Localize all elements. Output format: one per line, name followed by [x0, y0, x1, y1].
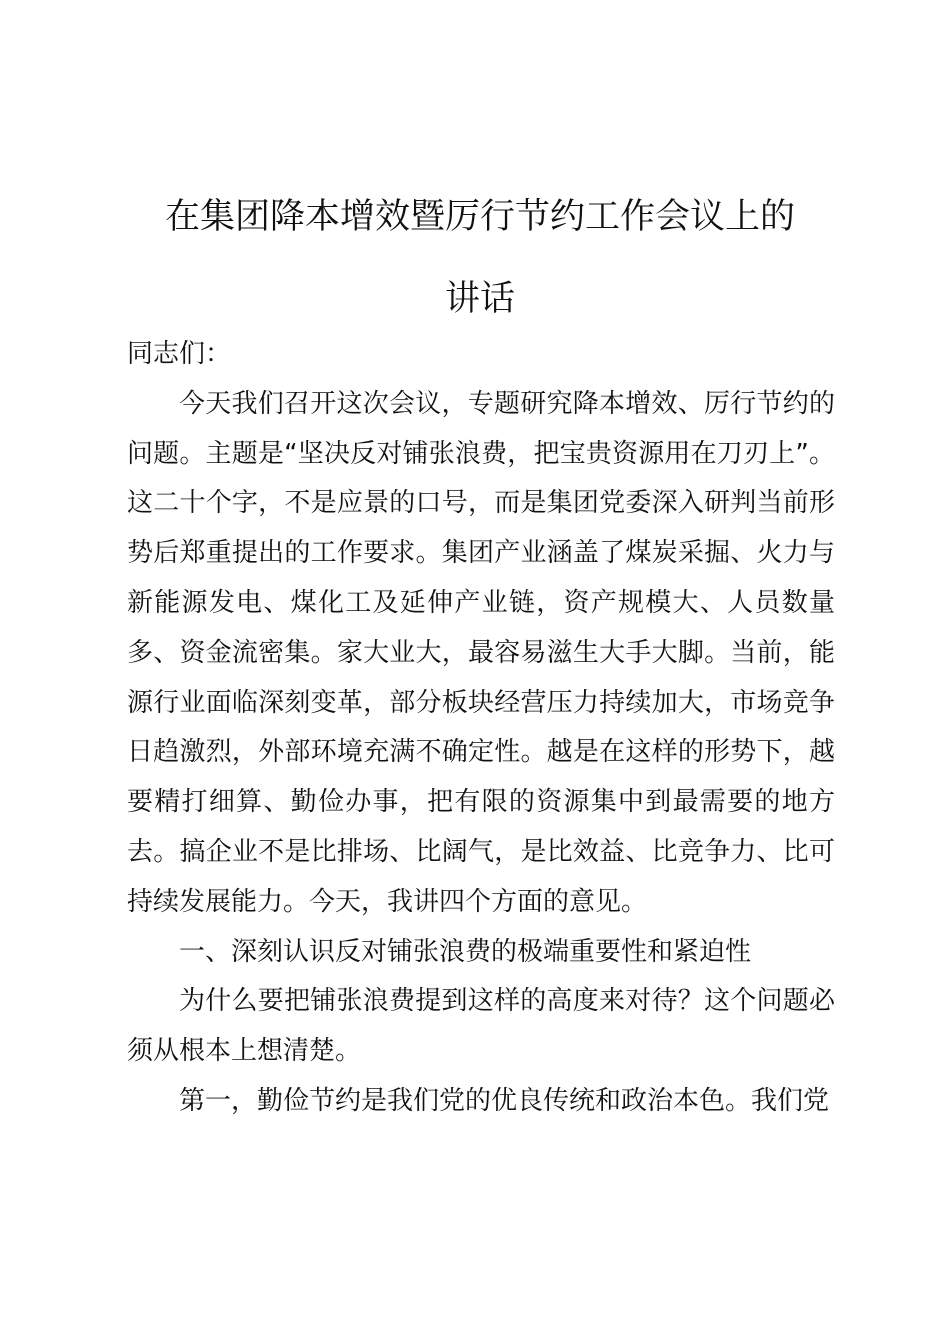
paragraph-first-point: 第一，勤俭节约是我们党的优良传统和政治本色。我们党 — [179, 1085, 830, 1116]
section-heading-1: 一、深刻认识反对铺张浪费的极端重要性和紧迫性 — [179, 936, 752, 967]
paragraph-question: 为什么要把铺张浪费提到这样的高度来对待？这个问题必须从根本上想清楚。 — [127, 986, 835, 1067]
title-line-1: 在集团降本增效暨厉行节约工作会议上的 — [164, 197, 795, 237]
title-line-2: 讲话 — [444, 279, 515, 319]
document-body — [127, 330, 835, 1127]
salutation: 同志们： — [127, 339, 232, 369]
document-title — [125, 176, 835, 340]
paragraph-intro: 今天我们召开这次会议，专题研究降本增效、厉行节约的问题。主题是“坚决反对铺张浪费，把宝贵资源用在刀刃上”。这二十个字，不是应景的口号，而是集团党委深入研判当前形势后郑重提出的工作要求。集团产业涵盖了煤炭采掘、火力与新能源发电、煤化工及延伸产业链，资产规模大、人员数量多、资金流密集。家大业大，最容易滋生大手大脚。当前，能源行业面临深刻变革，部分板块经营压力持续加大，市场竞争日趋激烈，外部环境充满不确定性。越是在这样的形势下，越要精打细算、勤俭办事，把有限的资源集中到最需要的地方去。搞企业不是比排场、比阔气，是比效益、比竞争力、比可持续发展能力。今天，我讲四个方面的意见。 — [127, 388, 835, 917]
